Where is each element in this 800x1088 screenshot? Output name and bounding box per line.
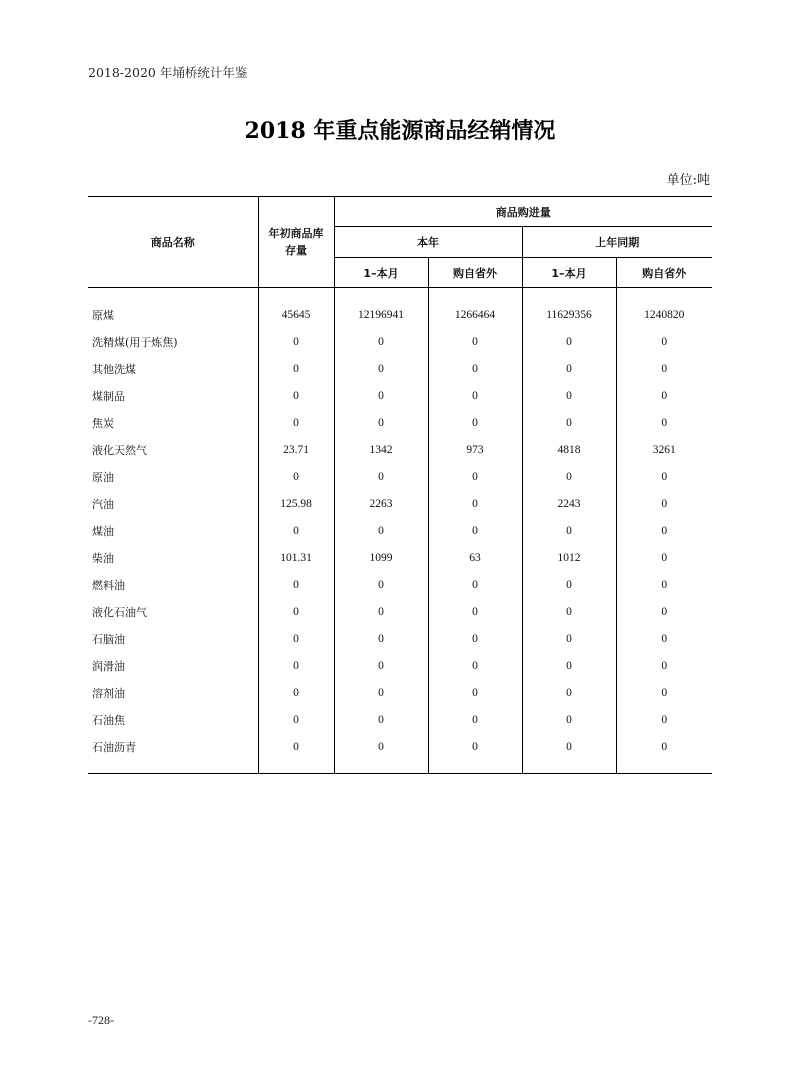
table-row [88,463,712,490]
row-opening-stock: 125.98 [258,490,334,517]
spacer-cell [334,760,428,774]
row-last-year-cumulative: 2243 [522,490,616,517]
table-row [88,436,712,463]
row-opening-stock: 23.71 [258,436,334,463]
table-row [88,355,712,382]
row-commodity-name: 石脑油 [88,625,258,652]
row-this-year-out-of-province: 0 [428,490,522,517]
row-commodity-name: 汽油 [88,490,258,517]
header-last-year-cumulative: 1–本月 [522,258,616,288]
row-last-year-cumulative: 0 [522,463,616,490]
page-number: -728- [88,1013,114,1027]
row-last-year-out-of-province: 1240820 [644,308,685,321]
spacer-cell [428,288,522,302]
row-this-year-out-of-province: 0 [428,328,522,355]
row-this-year-cumulative: 0 [334,409,428,436]
row-this-year-cumulative: 0 [334,625,428,652]
table-row [88,517,712,544]
spacer-cell [522,288,616,302]
row-this-year-cumulative: 12196941 [334,301,428,328]
row-commodity-name: 燃料油 [88,571,258,598]
row-last-year-cumulative: 4818 [522,436,616,463]
table-row [88,544,712,571]
header-row-1 [88,197,712,227]
table-row [88,382,712,409]
row-this-year-cumulative: 0 [334,598,428,625]
row-this-year-cumulative: 1099 [334,544,428,571]
row-commodity-name: 润滑油 [88,652,258,679]
row-opening-stock: 0 [258,355,334,382]
unit-label: 单位:吨 [666,173,710,188]
row-last-year-cumulative: 0 [522,679,616,706]
row-last-year-cumulative: 0 [522,598,616,625]
row-this-year-out-of-province: 0 [428,382,522,409]
row-this-year-out-of-province: 1266464 [428,301,522,328]
row-this-year-out-of-province: 0 [428,598,522,625]
row-commodity-name: 液化石油气 [88,598,258,625]
header-opening-stock [258,197,334,288]
row-last-year-out-of-province: 0 [661,713,668,726]
row-this-year-out-of-province: 0 [428,517,522,544]
table-row [88,328,712,355]
row-last-year-out-of-province: 3261 [652,443,676,456]
row-last-year-out-of-province: 0 [661,686,668,699]
header-this-year: 本年 [334,227,522,258]
row-this-year-out-of-province: 63 [428,544,522,571]
running-header: 2018-2020 年埇桥统计年鉴 [88,65,248,80]
row-this-year-out-of-province: 0 [428,571,522,598]
row-commodity-name: 石油沥青 [88,733,258,760]
row-this-year-out-of-province: 0 [428,706,522,733]
row-commodity-name: 溶剂油 [88,679,258,706]
header-commodity-name: 商品名称 [88,197,258,288]
spacer-cell [88,760,258,774]
energy-sales-table [88,196,712,774]
row-commodity-name: 柴油 [88,544,258,571]
row-last-year-cumulative: 1012 [522,544,616,571]
table-row [88,490,712,517]
row-opening-stock: 0 [258,328,334,355]
spacer-cell [616,288,712,302]
row-this-year-out-of-province: 0 [428,463,522,490]
row-last-year-out-of-province: 0 [661,605,668,618]
row-commodity-name: 液化天然气 [88,436,258,463]
row-commodity-name: 原油 [88,463,258,490]
row-this-year-cumulative: 0 [334,463,428,490]
row-commodity-name: 其他洗煤 [88,355,258,382]
row-opening-stock: 0 [258,679,334,706]
row-opening-stock: 0 [258,598,334,625]
row-last-year-out-of-province: 0 [661,335,668,348]
table-row [88,598,712,625]
row-last-year-out-of-province: 0 [661,470,668,483]
row-last-year-out-of-province: 0 [661,551,668,564]
spacer-cell [258,760,334,774]
row-this-year-out-of-province: 0 [428,733,522,760]
row-opening-stock: 0 [258,706,334,733]
row-this-year-cumulative: 0 [334,355,428,382]
row-last-year-cumulative: 0 [522,328,616,355]
table-row [88,679,712,706]
row-last-year-cumulative: 11629356 [522,301,616,328]
table-spacer-bottom [88,760,712,774]
row-last-year-cumulative: 0 [522,733,616,760]
row-this-year-out-of-province: 0 [428,679,522,706]
row-last-year-out-of-province: 0 [661,659,668,672]
table-body [88,288,712,774]
row-last-year-out-of-province: 0 [661,497,668,510]
table-row [88,733,712,760]
row-opening-stock: 0 [258,463,334,490]
header-this-year-cumulative: 1–本月 [334,258,428,288]
row-opening-stock: 45645 [258,301,334,328]
row-last-year-cumulative: 0 [522,409,616,436]
row-commodity-name: 原煤 [88,301,258,328]
page-title: 2018 年重点能源商品经销情况 [244,118,556,144]
row-opening-stock: 0 [258,409,334,436]
row-last-year-cumulative: 0 [522,706,616,733]
row-this-year-cumulative: 2263 [334,490,428,517]
row-last-year-out-of-province: 0 [661,389,668,402]
table-header [88,197,712,288]
row-this-year-out-of-province: 0 [428,625,522,652]
header-last-year-out-of-province: 购自省外 [616,258,712,288]
table-row [88,301,712,328]
header-purchases: 商品购进量 [334,197,712,227]
row-this-year-out-of-province: 0 [428,355,522,382]
row-last-year-out-of-province: 0 [661,632,668,645]
row-commodity-name: 煤油 [88,517,258,544]
table-row [88,409,712,436]
row-last-year-out-of-province: 0 [661,416,668,429]
spacer-cell [522,760,616,774]
spacer-cell [616,760,712,774]
table-row [88,571,712,598]
row-this-year-out-of-province: 973 [428,436,522,463]
row-last-year-cumulative: 0 [522,625,616,652]
table-row [88,706,712,733]
row-last-year-cumulative: 0 [522,571,616,598]
row-last-year-out-of-province: 0 [661,362,668,375]
row-last-year-out-of-province: 0 [661,578,668,591]
row-this-year-cumulative: 0 [334,517,428,544]
row-last-year-out-of-province: 0 [661,740,668,753]
row-last-year-cumulative: 0 [522,382,616,409]
spacer-cell [428,760,522,774]
row-commodity-name: 煤制品 [88,382,258,409]
row-this-year-out-of-province: 0 [428,652,522,679]
row-this-year-cumulative: 0 [334,652,428,679]
row-opening-stock: 0 [258,517,334,544]
row-this-year-cumulative: 0 [334,706,428,733]
spacer-cell [88,288,258,302]
row-opening-stock: 0 [258,625,334,652]
row-opening-stock: 0 [258,382,334,409]
header-this-year-out-of-province: 购自省外 [428,258,522,288]
row-commodity-name: 焦炭 [88,409,258,436]
row-opening-stock: 0 [258,733,334,760]
row-this-year-cumulative: 1342 [334,436,428,463]
row-last-year-cumulative: 0 [522,355,616,382]
spacer-cell [258,288,334,302]
row-last-year-cumulative: 0 [522,517,616,544]
row-last-year-out-of-province: 0 [661,524,668,537]
row-this-year-cumulative: 0 [334,328,428,355]
table-row [88,625,712,652]
header-opening-stock-label: 年初商品库存量 [268,227,324,257]
row-opening-stock: 101.31 [258,544,334,571]
spacer-cell [334,288,428,302]
row-commodity-name: 洗精煤(用于炼焦) [88,328,258,355]
row-this-year-cumulative: 0 [334,382,428,409]
row-opening-stock: 0 [258,571,334,598]
row-commodity-name: 石油焦 [88,706,258,733]
row-last-year-cumulative: 0 [522,652,616,679]
table-spacer-top [88,288,712,302]
table-row [88,652,712,679]
row-this-year-out-of-province: 0 [428,409,522,436]
row-this-year-cumulative: 0 [334,679,428,706]
row-opening-stock: 0 [258,652,334,679]
row-this-year-cumulative: 0 [334,571,428,598]
header-last-year-same-period: 上年同期 [522,227,712,258]
row-this-year-cumulative: 0 [334,733,428,760]
